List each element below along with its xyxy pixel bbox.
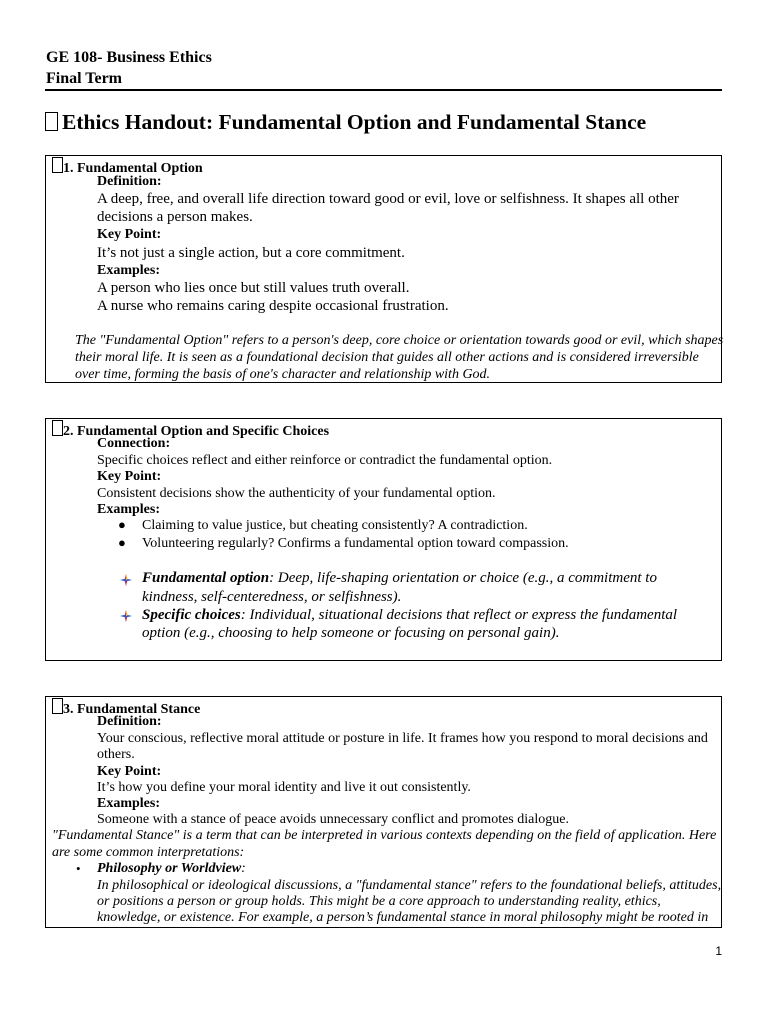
missing-glyph-icon (52, 698, 63, 714)
worldview-line-2: or positions a person or group holds. This might be a core approach to understanding reality, ethics, (97, 894, 661, 909)
example-1: A person who lies once but still values truth overall. (97, 280, 410, 296)
specific-choices-def-cont: option (e.g., choosing to help someone or focusing on personal gain). (142, 625, 560, 641)
header-rule (45, 89, 722, 91)
fundamental-option-def-cont: kindness, self-centeredness, or selfishness). (142, 589, 402, 605)
keypoint-text: It’s how you define your moral identity and live it out consistently. (97, 780, 471, 795)
section-fundamental-stance (45, 696, 722, 928)
term-label: Final Term (46, 70, 123, 87)
connection-text: Specific choices reflect and either reinforce or contradict the fundamental option. (97, 453, 553, 468)
definition-text: A deep, free, and overall life direction toward good or evil, love or selfishness. It shapes all other (97, 191, 679, 207)
section2-heading (52, 420, 329, 440)
bullet-icon: • (76, 861, 81, 876)
definition-text-cont: decisions a person makes. (97, 209, 253, 225)
diamond-bullet-icon (120, 610, 132, 622)
examples-label: Examples: (97, 263, 160, 278)
intro-line-1: "Fundamental Stance" is a term that can be interpreted in various contexts depending on the field of application. Here (52, 828, 717, 843)
definition-label: Definition: (97, 174, 162, 189)
course-title: GE 108- Business Ethics (46, 49, 212, 66)
fundamental-option-def (142, 570, 657, 587)
keypoint-text: Consistent decisions show the authenticity of your fundamental option. (97, 486, 496, 501)
worldview-label: Philosophy or Worldview (97, 861, 242, 876)
specific-choices-def-text: : Individual, situational decisions that reflect or express the fundamental (240, 607, 678, 623)
worldview-item (97, 861, 246, 877)
section-specific-choices (45, 418, 722, 661)
examples-label: Examples: (97, 502, 160, 517)
missing-glyph-icon (52, 420, 63, 436)
specific-choices-term: Specific choices (142, 607, 241, 623)
page-number: 1 (715, 944, 722, 958)
example-1: Someone with a stance of peace avoids unnecessary conflict and promotes dialogue. (97, 812, 569, 827)
section3-heading-text: 3. Fundamental Stance (63, 702, 201, 717)
section2-heading-text: 2. Fundamental Option and Specific Choices (63, 424, 330, 439)
worldview-line-1: In philosophical or ideological discussions, a "fundamental stance" refers to the foundational beliefs, attitudes, (97, 878, 722, 893)
missing-glyph-icon (52, 157, 63, 173)
keypoint-label: Key Point: (97, 469, 162, 484)
diamond-bullet-icon (120, 574, 132, 586)
handout-title (45, 110, 646, 135)
example-2: A nurse who remains caring despite occasional frustration. (97, 298, 449, 314)
connection-label: Connection: (97, 436, 171, 451)
note-line-2: their moral life. It is seen as a foundational decision that guides all other actions and is considered irreversible (75, 350, 699, 365)
examples-label: Examples: (97, 796, 160, 811)
intro-line-2: are some common interpretations: (52, 845, 245, 860)
section1-heading-text: 1. Fundamental Option (63, 161, 203, 176)
definition-text: Your conscious, reflective moral attitude or posture in life. It frames how you respond to moral decisions and (97, 731, 708, 746)
fundamental-option-def-text: : Deep, life-shaping orientation or choice (e.g., a commitment to (269, 570, 657, 586)
keypoint-label: Key Point: (97, 764, 162, 779)
note-line-1: The "Fundamental Option" refers to a person's deep, core choice or orientation towards good or evil, which shapes (75, 333, 724, 348)
fundamental-option-term: Fundamental option (142, 570, 270, 586)
keypoint-text: It’s not just a single action, but a core commitment. (97, 245, 405, 261)
example-bullet-1: Claiming to value justice, but cheating consistently? A contradiction. (142, 518, 528, 533)
missing-glyph-icon (45, 112, 58, 131)
definition-label: Definition: (97, 714, 162, 729)
specific-choices-def (142, 607, 677, 624)
definition-text-cont: others. (97, 747, 135, 762)
worldview-colon: : (241, 861, 246, 876)
bullet-icon: ● (118, 517, 126, 532)
bullet-icon: ● (118, 535, 126, 550)
example-bullet-2: Volunteering regularly? Confirms a fundamental option toward compassion. (142, 536, 569, 551)
handout-title-text: Ethics Handout: Fundamental Option and Fundamental Stance (62, 110, 647, 134)
section-fundamental-option (45, 155, 722, 383)
worldview-line-3: knowledge, or existence. For example, a person’s fundamental stance in moral philosophy might be rooted in (97, 910, 709, 925)
note-line-3: over time, forming the basis of one's character and relationship with God. (75, 367, 491, 382)
keypoint-label: Key Point: (97, 227, 162, 242)
